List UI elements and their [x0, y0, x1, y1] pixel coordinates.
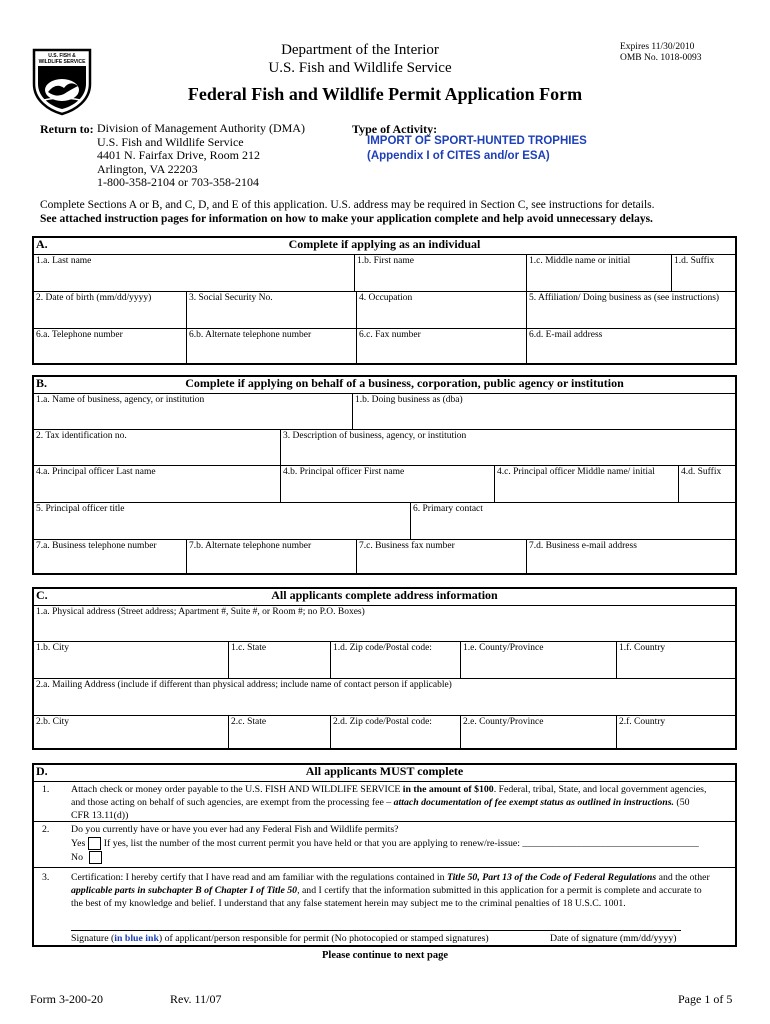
section-c-header	[34, 589, 735, 605]
field-label: 2.e. County/Province	[463, 717, 544, 727]
field-telephone[interactable]	[34, 329, 186, 363]
field-mailing-country[interactable]	[616, 716, 735, 748]
field-mailing-zip[interactable]	[330, 716, 461, 748]
cert-text: , and I certify that the information submitted in this application for a permit is complete and accurate to	[297, 885, 702, 896]
field-first-name[interactable]	[354, 255, 527, 292]
form-row	[34, 291, 735, 329]
field-business-alt-phone[interactable]	[186, 540, 357, 573]
form-row	[34, 539, 735, 573]
field-label: 2. Tax identification no.	[36, 431, 127, 441]
form-row	[34, 502, 735, 540]
revision: Rev. 11/07	[170, 992, 222, 1006]
item-number: 1.	[42, 784, 50, 795]
form-row	[34, 715, 735, 748]
yes-option	[71, 837, 699, 850]
address-line: Division of Management Authority (DMA)	[97, 121, 305, 135]
cert-regulation: applicable parts in subchapter B of Chapter I of Title 50	[71, 885, 298, 896]
item-number: 2.	[42, 824, 50, 835]
field-label: 6.d. E-mail address	[529, 330, 603, 340]
field-label: 1.f. Country	[619, 643, 666, 653]
form-row	[34, 393, 735, 430]
sig-text: ) of applicant/person responsible for permit (No photocopied or stamped signatures)	[158, 933, 489, 944]
field-last-name[interactable]	[34, 255, 354, 292]
field-suffix[interactable]	[671, 255, 735, 292]
field-label: 7.c. Business fax number	[359, 541, 455, 551]
field-label: 4.c. Principal officer Middle name/ initial	[497, 467, 655, 477]
field-officer-title[interactable]	[34, 503, 410, 540]
field-label: 2.b. City	[36, 717, 69, 727]
field-officer-first-name[interactable]	[280, 466, 495, 503]
fee-amount: in the amount of $100	[402, 784, 494, 795]
field-officer-middle-name[interactable]	[494, 466, 679, 503]
field-tax-id[interactable]	[34, 430, 280, 466]
intro-text: Complete Sections A or B, and C, D, and E of this application. U.S. address may be required in Section C, see instructions for details.	[40, 199, 655, 211]
field-label: 1.b. Doing business as (dba)	[355, 395, 463, 405]
field-label: 7.d. Business e-mail address	[529, 541, 637, 551]
omb-number: OMB No. 1018-0093	[620, 53, 702, 63]
field-dba[interactable]	[352, 394, 735, 430]
section-a-header	[34, 238, 735, 254]
field-zip[interactable]	[330, 642, 461, 679]
signature-line[interactable]	[71, 930, 681, 931]
field-label: 7.a. Business telephone number	[36, 541, 157, 551]
section-title: All applicants complete address information	[271, 588, 498, 602]
section-letter: B.	[36, 376, 48, 390]
field-label: 4.b. Principal officer First name	[283, 467, 405, 477]
field-label: 7.b. Alternate telephone number	[189, 541, 312, 551]
section-c	[32, 587, 737, 750]
field-business-description[interactable]	[280, 430, 735, 466]
field-label: 3. Social Security No.	[189, 293, 273, 303]
field-label: 2.c. State	[231, 717, 267, 727]
signature-date-label: Date of signature (mm/dd/yyyy)	[550, 933, 677, 944]
field-label: 1.a. Last name	[36, 256, 92, 266]
cert-regulation: Title 50, Part 13 of the Code of Federal Regulations	[446, 872, 657, 883]
item-1-row	[34, 781, 735, 822]
intro-text-bold: See attached instruction pages for information on how to make your application complete and help avoid unnecessary delays.	[40, 213, 653, 225]
signature-label	[71, 932, 489, 945]
continue-note: Please continue to next page	[322, 950, 448, 961]
yes-instructions: If yes, list the number of the most current permit you have held or that you are applying to renew/re-issue: ____________________________________	[103, 838, 699, 849]
no-option	[71, 851, 102, 864]
seal-text: U.S. FISH & WILDLIFE SERVICE	[38, 53, 86, 65]
field-business-name[interactable]	[34, 394, 352, 430]
fee-text: (50	[673, 797, 690, 808]
field-physical-address[interactable]	[34, 606, 735, 642]
section-b	[32, 375, 737, 575]
section-letter: A.	[36, 237, 48, 251]
form-row	[34, 465, 735, 503]
field-county[interactable]	[460, 642, 617, 679]
fee-text: Attach check or money order payable to the U.S. FISH AND WILDLIFE SERVICE	[71, 784, 403, 795]
field-country[interactable]	[616, 642, 735, 679]
no-checkbox[interactable]	[89, 851, 102, 864]
address-line: 1-800-358-2104 or 703-358-2104	[97, 175, 259, 189]
field-city[interactable]	[34, 642, 228, 679]
field-mailing-address[interactable]	[34, 679, 735, 716]
permit-question: Do you currently have or have you ever had any Federal Fish and Wildlife permits?	[71, 824, 399, 835]
fee-text: CFR 13.11(d))	[71, 810, 129, 821]
field-officer-suffix[interactable]	[678, 466, 735, 503]
field-label: 2.d. Zip code/Postal code:	[333, 717, 432, 727]
field-label: 1.c. State	[231, 643, 267, 653]
department-name: Department of the Interior	[281, 42, 439, 58]
section-d-header	[34, 765, 735, 781]
form-row	[34, 429, 735, 466]
field-business-fax[interactable]	[356, 540, 527, 573]
field-middle-name[interactable]	[526, 255, 672, 292]
cert-text: Certification: I hereby certify that I have read and am familiar with the regulations contained in	[71, 872, 447, 883]
section-letter: D.	[36, 764, 48, 778]
field-label: 2.a. Mailing Address (include if different than physical address; include name of contact person if applicable)	[36, 680, 452, 690]
section-title: Complete if applying as an individual	[288, 237, 481, 251]
section-b-header	[34, 377, 735, 393]
certification-text	[71, 871, 710, 910]
section-title: Complete if applying on behalf of a business, corporation, public agency or institution	[185, 376, 624, 390]
form-row	[34, 328, 735, 363]
field-label: 2. Date of birth (mm/dd/yyyy)	[36, 293, 152, 303]
field-label: 5. Principal officer title	[36, 504, 125, 514]
field-label: 6.c. Fax number	[359, 330, 421, 340]
field-mailing-county[interactable]	[460, 716, 617, 748]
form-row	[34, 605, 735, 642]
field-business-phone[interactable]	[34, 540, 186, 573]
field-state[interactable]	[228, 642, 331, 679]
sig-text: Signature (	[71, 933, 115, 944]
fee-text: and those acting on behalf of such agencies, are exempt from the processing fee –	[71, 797, 394, 808]
activity-type: IMPORT OF SPORT-HUNTED TROPHIES	[367, 135, 587, 147]
field-date-of-birth[interactable]	[34, 292, 186, 329]
section-title: All applicants MUST complete	[305, 764, 464, 778]
form-row	[34, 678, 735, 716]
service-name: U.S. Fish and Wildlife Service	[268, 60, 452, 76]
item-number: 3.	[42, 872, 50, 883]
address-line: U.S. Fish and Wildlife Service	[97, 134, 244, 149]
address-line: 4401 N. Fairfax Drive, Room 212	[97, 148, 260, 162]
field-fax[interactable]	[356, 329, 527, 363]
field-label: 4. Occupation	[359, 293, 413, 303]
page-number: Page 1 of 5	[678, 992, 733, 1006]
cert-text: and the other	[656, 872, 710, 883]
form-row	[34, 641, 735, 679]
field-label: 6.a. Telephone number	[36, 330, 123, 340]
yes-checkbox[interactable]	[88, 837, 101, 850]
field-alt-telephone[interactable]	[186, 329, 357, 363]
field-business-email[interactable]	[526, 540, 735, 573]
field-label: 1.d. Zip code/Postal code:	[333, 643, 432, 653]
fee-text: . Federal, tribal, State, and local government agencies,	[493, 784, 707, 795]
form-number: Form 3-200-20	[30, 992, 103, 1006]
field-label: 6. Primary contact	[413, 504, 483, 514]
field-email[interactable]	[526, 329, 735, 363]
field-label: 1.a. Physical address (Street address; Apartment #, Suite #, or Room #; no P.O. Boxes)	[36, 607, 365, 617]
field-primary-contact[interactable]	[410, 503, 735, 540]
item-2-row	[34, 821, 735, 868]
field-label: 1.b. First name	[357, 256, 414, 266]
field-label: 6.b. Alternate telephone number	[189, 330, 312, 340]
field-label: 1.a. Name of business, agency, or institution	[36, 395, 205, 405]
field-label: 2.f. Country	[619, 717, 666, 727]
return-to-address	[97, 122, 305, 190]
cert-text: the best of my knowledge and belief. I understand that any false statement herein may subject me to the criminal penalties of 18 U.S.C. 1001.	[71, 898, 626, 909]
activity-appendix: (Appendix I of CITES and/or ESA)	[367, 150, 550, 162]
expires-date: Expires 11/30/2010	[620, 42, 695, 52]
blue-ink-note: in blue ink	[114, 933, 159, 944]
address-line: Arlington, VA 22203	[97, 161, 198, 176]
form-row	[34, 254, 735, 292]
section-a	[32, 236, 737, 365]
field-ssn[interactable]	[186, 292, 357, 329]
yes-label: Yes	[71, 838, 86, 849]
field-label: 1.b. City	[36, 643, 69, 653]
activity-label: Type of Activity:	[352, 122, 438, 136]
fee-exempt-note: attach documentation of fee exempt status as outlined in instructions.	[393, 797, 674, 808]
field-label: 1.c. Middle name or initial	[529, 256, 631, 266]
form-title: Federal Fish and Wildlife Permit Application Form	[187, 84, 583, 104]
section-letter: C.	[36, 588, 48, 602]
field-label: 4.a. Principal officer Last name	[36, 467, 156, 477]
return-to-label: Return to:	[40, 122, 94, 136]
field-affiliation[interactable]	[526, 292, 735, 329]
field-occupation[interactable]	[356, 292, 527, 329]
field-label: 1.d. Suffix	[674, 256, 715, 266]
item-3-row	[34, 867, 735, 945]
field-label: 3. Description of business, agency, or institution	[283, 431, 467, 441]
field-label: 4.d. Suffix	[681, 467, 722, 477]
section-d	[32, 763, 737, 947]
field-label: 1.e. County/Province	[463, 643, 544, 653]
field-mailing-city[interactable]	[34, 716, 228, 748]
fee-instructions	[71, 783, 731, 822]
field-label: 5. Affiliation/ Doing business as (see instructions)	[529, 293, 720, 303]
field-mailing-state[interactable]	[228, 716, 331, 748]
no-label: No	[71, 852, 83, 863]
field-officer-last-name[interactable]	[34, 466, 280, 503]
